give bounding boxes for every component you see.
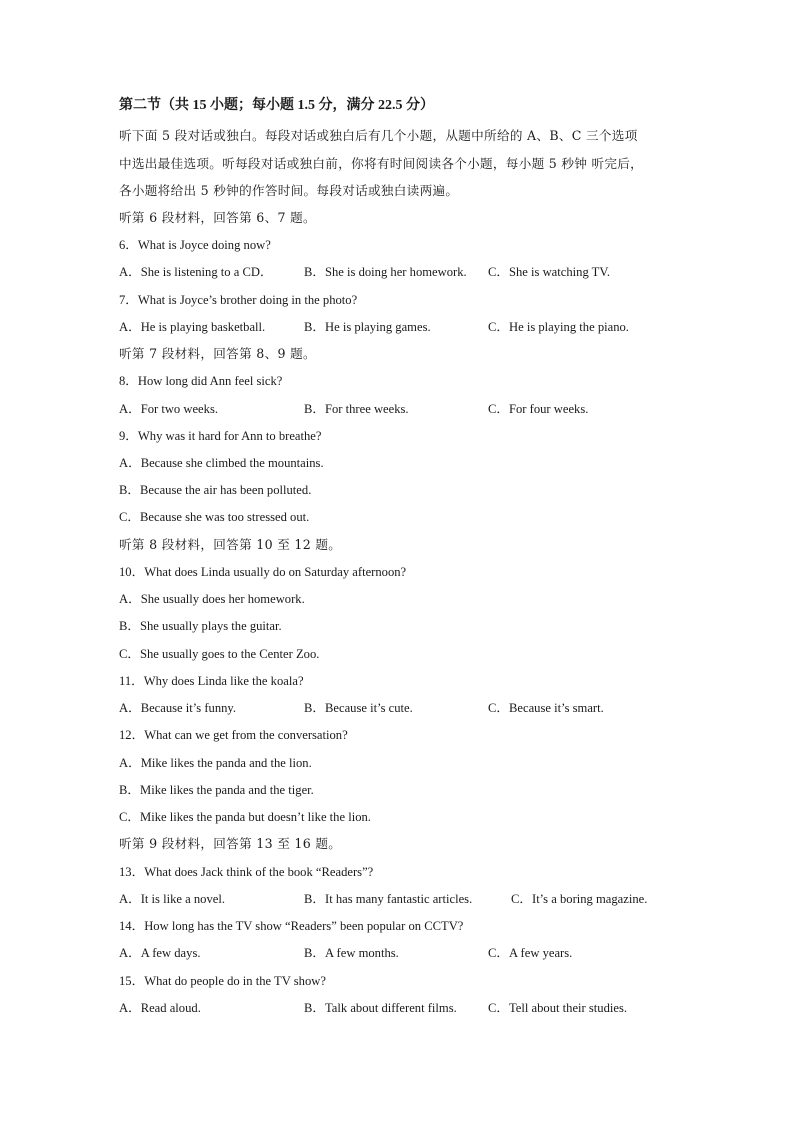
option-10c[interactable]: C．She usually goes to the Center Zoo. [119,647,320,661]
option-7a[interactable]: A．He is playing basketball. [119,320,266,334]
group-label-9: 听第 9 段材料，回答第 13 至 16 题。 [119,836,342,851]
option-7c[interactable]: C．He is playing the piano. [488,320,629,334]
instructions-line-3: 各小题将给出 5 秒钟的作答时间。每段对话或独白读两遍。 [119,183,459,198]
question-stem-8: 8．How long did Ann feel sick? [119,374,283,388]
option-8a[interactable]: A．For two weeks. [119,402,218,416]
question-stem-10: 10．What does Linda usually do on Saturday afternoon? [119,565,407,579]
question-stem-12: 12．What can we get from the conversation? [119,728,348,742]
option-15c[interactable]: C．Tell about their studies. [488,1001,628,1015]
option-9a[interactable]: A．Because she climbed the mountains. [119,456,324,470]
group-label-8: 听第 8 段材料，回答第 10 至 12 题。 [119,537,342,552]
option-11b[interactable]: B．Because it’s cute. [304,701,413,715]
option-14c[interactable]: C．A few years. [488,946,573,960]
option-13a[interactable]: A．It is like a novel. [119,892,225,906]
option-14a[interactable]: A．A few days. [119,946,201,960]
option-6c[interactable]: C．She is watching TV. [488,265,610,279]
question-stem-11: 11．Why does Linda like the koala? [119,674,304,688]
section-title: 第二节（共 15 小题；每小题 1.5 分，满分 22.5 分） [119,98,434,113]
option-6b[interactable]: B．She is doing her homework. [304,265,467,279]
question-stem-9: 9．Why was it hard for Ann to breathe? [119,429,322,443]
option-9b[interactable]: B．Because the air has been polluted. [119,483,312,497]
instructions-line-2: 中选出最佳选项。听每段对话或独白前，你将有时间阅读各个小题，每小题 5 秒钟 听完后， [119,156,644,171]
question-stem-7: 7．What is Joyce’s brother doing in the photo? [119,293,358,307]
group-label-7: 听第 7 段材料，回答第 8、9 题。 [119,346,316,361]
option-12c[interactable]: C．Mike likes the panda but doesn’t like the lion. [119,810,371,824]
option-11a[interactable]: A．Because it’s funny. [119,701,237,715]
option-13b[interactable]: B．It has many fantastic articles. [304,892,473,906]
option-13c[interactable]: C．It’s a boring magazine. [511,892,648,906]
question-stem-14: 14．How long has the TV show “Readers” been popular on CCTV? [119,919,464,933]
group-label-6: 听第 6 段材料，回答第 6、7 题。 [119,210,316,225]
option-8b[interactable]: B．For three weeks. [304,402,409,416]
option-12b[interactable]: B．Mike likes the panda and the tiger. [119,783,314,797]
option-12a[interactable]: A．Mike likes the panda and the lion. [119,756,312,770]
instructions-line-1: 听下面 5 段对话或独白。每段对话或独白后有几个小题，从题中所给的 A、B、C 三个选项 [119,128,638,143]
option-10b[interactable]: B．She usually plays the guitar. [119,619,282,633]
option-14b[interactable]: B．A few months. [304,946,399,960]
option-10a[interactable]: A．She usually does her homework. [119,592,305,606]
option-7b[interactable]: B．He is playing games. [304,320,431,334]
option-6a[interactable]: A．She is listening to a CD． [119,265,273,279]
option-15b[interactable]: B．Talk about different films. [304,1001,457,1015]
option-9c[interactable]: C．Because she was too stressed out. [119,510,310,524]
option-8c[interactable]: C．For four weeks. [488,402,589,416]
question-stem-6: 6．What is Joyce doing now? [119,238,271,252]
option-15a[interactable]: A．Read aloud. [119,1001,201,1015]
question-stem-15: 15．What do people do in the TV show? [119,974,326,988]
option-11c[interactable]: C．Because it’s smart. [488,701,604,715]
question-stem-13: 13．What does Jack think of the book “Readers”? [119,865,374,879]
